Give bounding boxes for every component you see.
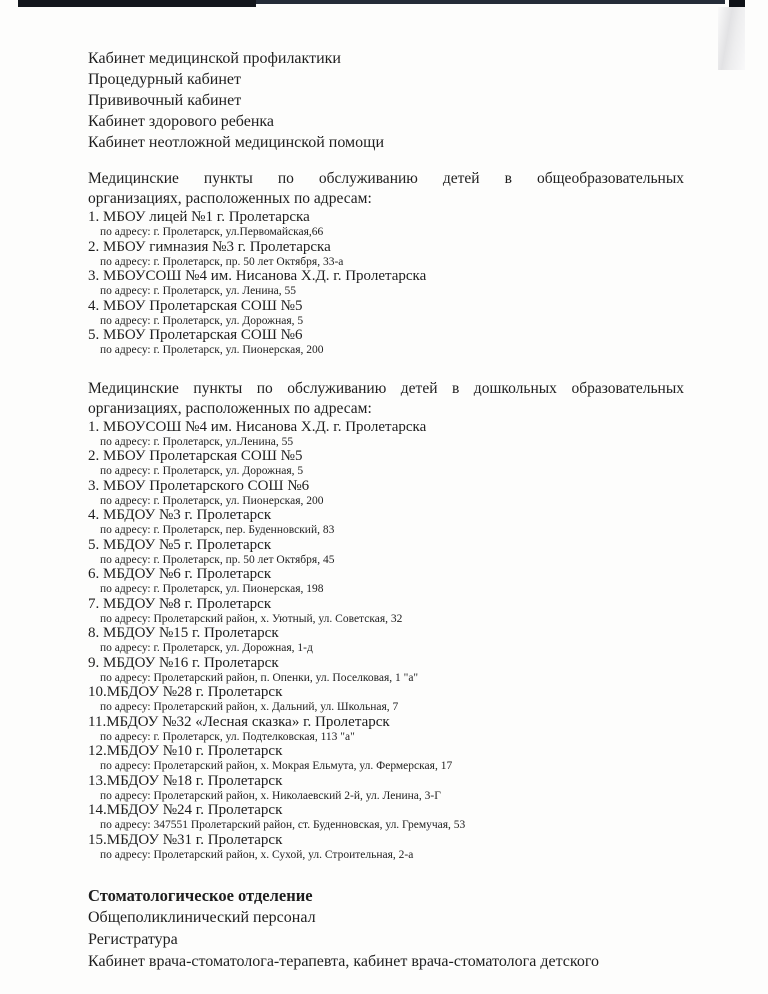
med-point-name: 13.МБДОУ №18 г. Пролетарск (88, 772, 283, 789)
med-point-item (88, 478, 684, 508)
med-point-name: 12.МБДОУ №10 г. Пролетарск (88, 743, 283, 759)
med-point-item (88, 298, 684, 328)
med-point-item (88, 239, 684, 269)
med-point-address: по адресу: г. Пролетарск, пр. 50 лет Октября, 45 (100, 553, 335, 566)
med-point-item (88, 209, 684, 239)
med-point-address: по адресу: Пролетарский район, х. Николаевский 2-й, ул. Ленина, 3-Г (100, 789, 441, 802)
med-point-item (88, 802, 684, 832)
room-line: Процедурный кабинет (88, 71, 242, 88)
heading-line: организациях, расположенных по адресам: (88, 190, 372, 207)
med-point-name: 6. МБДОУ №6 г. Пролетарск (88, 566, 272, 582)
med-point-item (88, 684, 684, 714)
med-point-address: по адресу: Пролетарский район, п. Опенки, ул. Поселковая, 1 "а" (100, 671, 419, 684)
med-point-name: 5. МБДОУ №5 г. Пролетарск (88, 536, 272, 553)
med-point-address: по адресу: 347551 Пролетарский район, ст. Буденновская, ул. Гремучая, 53 (100, 819, 466, 831)
heading-line: Медицинские пункты по обслуживанию детей в общеобразовательных (88, 170, 684, 187)
med-point-name: 2. МБОУ гимназия №3 г. Пролетарска (88, 238, 331, 255)
med-point-address: по адресу: г. Пролетарск, пр. 50 лет Октября, 33-а (100, 255, 344, 268)
med-point-name: 3. МБОУ Пролетарского СОШ №6 (88, 477, 310, 494)
med-point-name: 14.МБДОУ №24 г. Пролетарск (88, 802, 283, 818)
med-point-item (88, 419, 684, 449)
med-point-item (88, 655, 684, 685)
med-point-item (88, 537, 684, 567)
med-point-address: по адресу: г. Пролетарск, ул. Дорожная, 5 (100, 465, 304, 477)
document-content (88, 48, 684, 973)
med-point-item (88, 507, 684, 537)
med-point-address: по адресу: г. Пролетарск, ул. Подтелковская, 113 "а" (100, 730, 355, 743)
scan-edge-bar-middle (256, 0, 725, 4)
med-point-name: 3. МБОУСОШ №4 им. Нисанова Х.Д. г. Пролетарска (88, 268, 427, 284)
med-point-name: 10.МБДОУ №28 г. Пролетарск (88, 684, 283, 700)
med-point-name: 1. МБОУСОШ №4 им. Нисанова Х.Д. г. Пролетарска (88, 418, 427, 435)
med-point-address: по адресу: Пролетарский район, х. Уютный, ул. Советская, 32 (100, 612, 403, 625)
med-point-item (88, 327, 684, 357)
scan-edge-bar-left (18, 0, 256, 7)
room-list-top (88, 48, 684, 153)
med-point-name: 11.МБДОУ №32 «Лесная сказка» г. Пролетарск (88, 713, 390, 730)
school-section-heading (88, 169, 684, 209)
dental-section-heading: Стоматологическое отделение (88, 886, 313, 905)
med-point-name: 9. МБДОУ №16 г. Пролетарск (88, 654, 279, 671)
med-point-address: по адресу: г. Пролетарск, ул. Ленина, 55 (100, 285, 296, 297)
med-point-item (88, 773, 684, 803)
room-line: Кабинет медицинской профилактики (88, 50, 341, 67)
school-med-points-list (88, 209, 684, 357)
med-point-name: 5. МБОУ Пролетарская СОШ №6 (88, 327, 303, 343)
room-line: Кабинет неотложной медицинской помощи (88, 134, 385, 151)
dental-line: Кабинет врача-стоматолога-терапевта, кабинет врача-стоматолога детского (88, 953, 599, 970)
med-point-address: по адресу: г. Пролетарск, ул. Пионерская, 198 (100, 583, 324, 595)
med-point-name: 4. МБДОУ №3 г. Пролетарск (88, 507, 272, 523)
dental-line: Регистратура (88, 931, 178, 948)
room-line: Кабинет здорового ребенка (88, 113, 275, 130)
dental-section (88, 885, 684, 973)
med-point-item (88, 743, 684, 773)
med-point-address: по адресу: Пролетарский район, х. Сухой, ул. Строительная, 2-а (100, 848, 414, 861)
preschool-med-points-list (88, 419, 684, 862)
page-fold-shadow (718, 7, 745, 70)
med-point-name: 2. МБОУ Пролетарская СОШ №5 (88, 448, 303, 464)
med-point-item (88, 566, 684, 596)
preschool-section-heading (88, 379, 684, 419)
heading-line: организациях, расположенных по адресам: (88, 399, 372, 417)
med-point-address: по адресу: г. Пролетарск, пер. Буденновский, 83 (100, 524, 335, 536)
med-point-item (88, 625, 684, 655)
med-point-name: 4. МБОУ Пролетарская СОШ №5 (88, 297, 303, 314)
med-point-address: по адресу: г. Пролетарск, ул.Первомайская,66 (100, 226, 324, 238)
med-point-name: 15.МБДОУ №31 г. Пролетарск (88, 831, 283, 848)
med-point-item (88, 596, 684, 626)
med-point-item (88, 832, 684, 862)
dental-line: Общеполиклинический персонал (88, 909, 316, 926)
med-point-item (88, 714, 684, 744)
med-point-item (88, 268, 684, 298)
med-point-address: по адресу: г. Пролетарск, ул. Дорожная, 5 (100, 314, 304, 327)
med-point-address: по адресу: г. Пролетарск, ул.Ленина, 55 (100, 435, 294, 448)
med-point-address: по адресу: г. Пролетарск, ул. Дорожная, 1-д (100, 642, 313, 654)
med-point-address: по адресу: Пролетарский район, х. Дальний, ул. Школьная, 7 (100, 701, 399, 713)
med-point-address: по адресу: г. Пролетарск, ул. Пионерская, 200 (100, 344, 324, 356)
med-point-name: 8. МБДОУ №15 г. Пролетарск (88, 625, 279, 641)
med-point-address: по адресу: Пролетарский район, х. Мокрая Ельмута, ул. Фермерская, 17 (100, 760, 453, 772)
med-point-name: 7. МБДОУ №8 г. Пролетарск (88, 595, 272, 612)
med-point-name: 1. МБОУ лицей №1 г. Пролетарска (88, 209, 310, 225)
med-point-address: по адресу: г. Пролетарск, ул. Пионерская, 200 (100, 494, 324, 507)
med-point-item (88, 448, 684, 478)
heading-line: Медицинские пункты по обслуживанию детей в дошкольных образовательных (88, 379, 684, 397)
room-line: Прививочный кабинет (88, 92, 242, 109)
